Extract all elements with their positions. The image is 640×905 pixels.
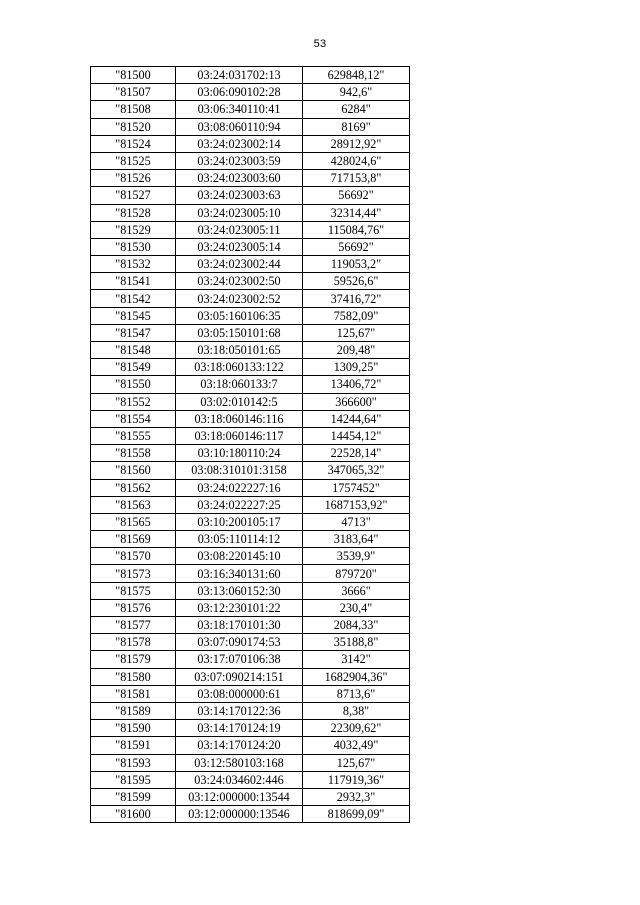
cadastral-number-cell: 03:18:060133:122 [176, 359, 303, 376]
table-row [91, 273, 410, 290]
cadastral-number-cell: 03:24:023002:52 [176, 290, 303, 307]
cadastral-number-cell: 03:06:090102:28 [176, 84, 303, 101]
table-row [91, 685, 410, 702]
table-row [91, 720, 410, 737]
table-row [91, 84, 410, 101]
record-number-cell: "81576 [91, 599, 176, 616]
table-row [91, 513, 410, 530]
cadastral-number-cell: 03:13:060152:30 [176, 582, 303, 599]
table-row [91, 256, 410, 273]
record-number-cell: "81550 [91, 376, 176, 393]
record-number-cell: "81560 [91, 462, 176, 479]
record-number-cell: "81528 [91, 204, 176, 221]
table-row [91, 531, 410, 548]
value-cell: 119053,2" [303, 256, 410, 273]
record-number-cell: "81581 [91, 685, 176, 702]
cadastral-number-cell: 03:24:023005:11 [176, 221, 303, 238]
cadastral-number-cell: 03:02:010142:5 [176, 393, 303, 410]
cadastral-number-cell: 03:24:023002:50 [176, 273, 303, 290]
table-row [91, 204, 410, 221]
table-row [91, 788, 410, 805]
record-number-cell: "81549 [91, 359, 176, 376]
record-number-cell: "81530 [91, 238, 176, 255]
record-number-cell: "81577 [91, 617, 176, 634]
value-cell: 1687153,92" [303, 496, 410, 513]
record-number-cell: "81578 [91, 634, 176, 651]
table-row [91, 170, 410, 187]
value-cell: 366600" [303, 393, 410, 410]
value-cell: 4032,49" [303, 737, 410, 754]
record-number-cell: "81570 [91, 548, 176, 565]
table-row [91, 307, 410, 324]
table-row [91, 599, 410, 616]
cadastral-number-cell: 03:16:340131:60 [176, 565, 303, 582]
cadastral-number-cell: 03:24:022227:25 [176, 496, 303, 513]
table-row [91, 359, 410, 376]
value-cell: 32314,44" [303, 204, 410, 221]
value-cell: 428024,6" [303, 152, 410, 169]
record-number-cell: "81525 [91, 152, 176, 169]
cadastral-number-cell: 03:08:220145:10 [176, 548, 303, 565]
record-number-cell: "81558 [91, 445, 176, 462]
table-row [91, 135, 410, 152]
value-cell: 125,67" [303, 754, 410, 771]
value-cell: 1757452" [303, 479, 410, 496]
table-row [91, 634, 410, 651]
cadastral-number-cell: 03:05:150101:68 [176, 324, 303, 341]
value-cell: 3539,9" [303, 548, 410, 565]
value-cell: 6284" [303, 101, 410, 118]
record-number-cell: "81590 [91, 720, 176, 737]
record-number-cell: "81573 [91, 565, 176, 582]
table-row [91, 290, 410, 307]
cadastral-number-cell: 03:08:310101:3158 [176, 462, 303, 479]
cadastral-number-cell: 03:24:023003:63 [176, 187, 303, 204]
cadastral-number-cell: 03:07:090174:53 [176, 634, 303, 651]
value-cell: 1309,25" [303, 359, 410, 376]
record-number-cell: "81529 [91, 221, 176, 238]
record-number-cell: "81555 [91, 427, 176, 444]
record-number-cell: "81593 [91, 754, 176, 771]
record-number-cell: "81579 [91, 651, 176, 668]
value-cell: 2932,3" [303, 788, 410, 805]
table-row [91, 324, 410, 341]
value-cell: 14244,64" [303, 410, 410, 427]
record-number-cell: "81563 [91, 496, 176, 513]
table-row [91, 617, 410, 634]
record-number-cell: "81562 [91, 479, 176, 496]
table-row [91, 737, 410, 754]
value-cell: 56692" [303, 238, 410, 255]
value-cell: 629848,12" [303, 67, 410, 84]
cadastral-number-cell: 03:12:000000:13544 [176, 788, 303, 805]
record-number-cell: "81589 [91, 702, 176, 719]
table-row [91, 462, 410, 479]
cadastral-number-cell: 03:08:000000:61 [176, 685, 303, 702]
record-number-cell: "81532 [91, 256, 176, 273]
cadastral-number-cell: 03:14:170124:20 [176, 737, 303, 754]
record-number-cell: "81527 [91, 187, 176, 204]
table-row [91, 376, 410, 393]
cadastral-number-cell: 03:24:023002:14 [176, 135, 303, 152]
cadastral-number-cell: 03:12:000000:13546 [176, 806, 303, 823]
registry-table [90, 66, 410, 823]
record-number-cell: "81552 [91, 393, 176, 410]
value-cell: 28912,92" [303, 135, 410, 152]
record-number-cell: "81600 [91, 806, 176, 823]
table-row [91, 410, 410, 427]
value-cell: 59526,6" [303, 273, 410, 290]
value-cell: 7582,09" [303, 307, 410, 324]
value-cell: 117919,36" [303, 771, 410, 788]
table-row [91, 187, 410, 204]
value-cell: 818699,09" [303, 806, 410, 823]
record-number-cell: "81500 [91, 67, 176, 84]
cadastral-number-cell: 03:18:060146:116 [176, 410, 303, 427]
record-number-cell: "81595 [91, 771, 176, 788]
table-body [91, 67, 410, 823]
cadastral-number-cell: 03:12:230101:22 [176, 599, 303, 616]
record-number-cell: "81554 [91, 410, 176, 427]
cadastral-number-cell: 03:05:160106:35 [176, 307, 303, 324]
table-row [91, 118, 410, 135]
value-cell: 8,38" [303, 702, 410, 719]
record-number-cell: "81547 [91, 324, 176, 341]
value-cell: 4713" [303, 513, 410, 530]
value-cell: 879720" [303, 565, 410, 582]
record-number-cell: "81591 [91, 737, 176, 754]
cadastral-number-cell: 03:24:023002:44 [176, 256, 303, 273]
table-row [91, 479, 410, 496]
table-row [91, 67, 410, 84]
record-number-cell: "81507 [91, 84, 176, 101]
value-cell: 1682904,36" [303, 668, 410, 685]
table-row [91, 101, 410, 118]
table-row [91, 221, 410, 238]
cadastral-number-cell: 03:12:580103:168 [176, 754, 303, 771]
value-cell: 22309,62" [303, 720, 410, 737]
record-number-cell: "81565 [91, 513, 176, 530]
value-cell: 22528,14" [303, 445, 410, 462]
table-row [91, 427, 410, 444]
value-cell: 717153,8" [303, 170, 410, 187]
record-number-cell: "81520 [91, 118, 176, 135]
cadastral-number-cell: 03:10:200105:17 [176, 513, 303, 530]
value-cell: 347065,32" [303, 462, 410, 479]
record-number-cell: "81548 [91, 342, 176, 359]
table-row [91, 342, 410, 359]
record-number-cell: "81524 [91, 135, 176, 152]
table-row [91, 771, 410, 788]
cadastral-number-cell: 03:24:023005:14 [176, 238, 303, 255]
cadastral-number-cell: 03:24:023003:60 [176, 170, 303, 187]
record-number-cell: "81580 [91, 668, 176, 685]
cadastral-number-cell: 03:24:034602:446 [176, 771, 303, 788]
value-cell: 209,48" [303, 342, 410, 359]
value-cell: 3666" [303, 582, 410, 599]
cadastral-number-cell: 03:18:050101:65 [176, 342, 303, 359]
value-cell: 14454,12" [303, 427, 410, 444]
table-row [91, 496, 410, 513]
value-cell: 56692" [303, 187, 410, 204]
value-cell: 2084,33" [303, 617, 410, 634]
table-row [91, 582, 410, 599]
cadastral-number-cell: 03:10:180110:24 [176, 445, 303, 462]
record-number-cell: "81541 [91, 273, 176, 290]
cadastral-number-cell: 03:14:170124:19 [176, 720, 303, 737]
table-row [91, 548, 410, 565]
table-row [91, 565, 410, 582]
table-row [91, 152, 410, 169]
table-row [91, 754, 410, 771]
cadastral-number-cell: 03:18:060146:117 [176, 427, 303, 444]
record-number-cell: "81599 [91, 788, 176, 805]
record-number-cell: "81508 [91, 101, 176, 118]
value-cell: 942,6" [303, 84, 410, 101]
record-number-cell: "81575 [91, 582, 176, 599]
table-row [91, 445, 410, 462]
table-row [91, 702, 410, 719]
record-number-cell: "81545 [91, 307, 176, 324]
cadastral-number-cell: 03:07:090214:151 [176, 668, 303, 685]
cadastral-number-cell: 03:24:023005:10 [176, 204, 303, 221]
value-cell: 115084,76" [303, 221, 410, 238]
table-row [91, 806, 410, 823]
value-cell: 37416,72" [303, 290, 410, 307]
cadastral-number-cell: 03:17:070106:38 [176, 651, 303, 668]
value-cell: 230,4" [303, 599, 410, 616]
cadastral-number-cell: 03:08:060110:94 [176, 118, 303, 135]
value-cell: 3142" [303, 651, 410, 668]
value-cell: 3183,64" [303, 531, 410, 548]
value-cell: 8169" [303, 118, 410, 135]
cadastral-number-cell: 03:24:022227:16 [176, 479, 303, 496]
value-cell: 13406,72" [303, 376, 410, 393]
page-number: 53 [313, 38, 327, 50]
value-cell: 35188,8" [303, 634, 410, 651]
cadastral-number-cell: 03:06:340110:41 [176, 101, 303, 118]
cadastral-number-cell: 03:18:060133:7 [176, 376, 303, 393]
table-row [91, 668, 410, 685]
cadastral-number-cell: 03:18:170101:30 [176, 617, 303, 634]
record-number-cell: "81542 [91, 290, 176, 307]
value-cell: 8713,6" [303, 685, 410, 702]
cadastral-number-cell: 03:24:031702:13 [176, 67, 303, 84]
table-row [91, 651, 410, 668]
value-cell: 125,67" [303, 324, 410, 341]
cadastral-number-cell: 03:05:110114:12 [176, 531, 303, 548]
table-row [91, 393, 410, 410]
record-number-cell: "81526 [91, 170, 176, 187]
table-row [91, 238, 410, 255]
cadastral-number-cell: 03:24:023003:59 [176, 152, 303, 169]
record-number-cell: "81569 [91, 531, 176, 548]
cadastral-number-cell: 03:14:170122:36 [176, 702, 303, 719]
